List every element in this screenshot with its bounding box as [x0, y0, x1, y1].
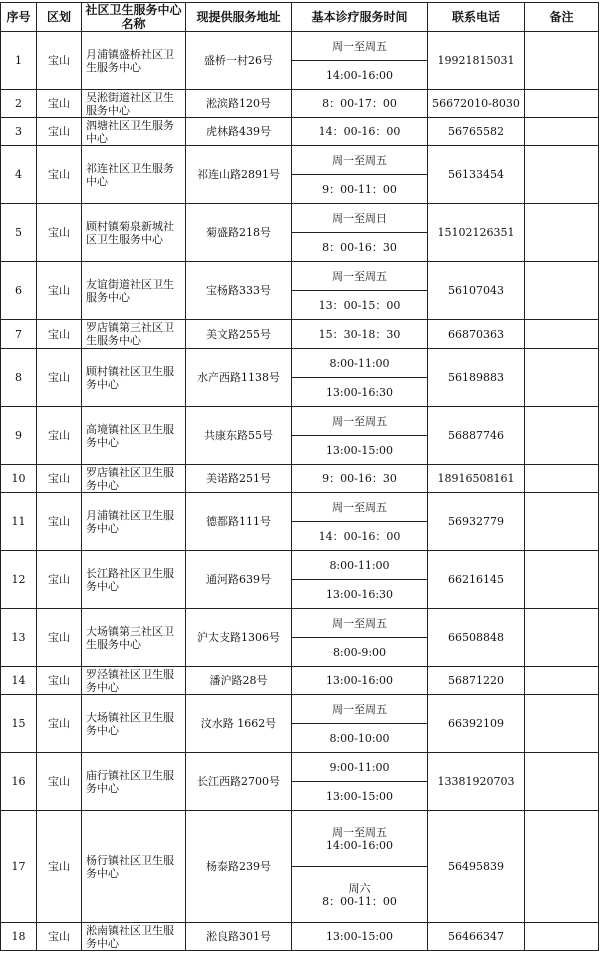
cell-no: 8 — [1, 349, 37, 407]
cell-hours: 15：30-18：30 — [292, 320, 428, 349]
cell-hours: 9：00-16：30 — [292, 465, 428, 493]
cell-hours: 13:00-15:00 — [292, 436, 428, 465]
table-row — [1, 118, 599, 146]
cell-address: 盛桥一村26号 — [186, 32, 292, 90]
cell-remark — [525, 349, 599, 407]
cell-district: 宝山 — [37, 32, 82, 90]
cell-district: 宝山 — [37, 609, 82, 667]
table-row — [1, 493, 599, 522]
cell-address: 沪太支路1306号 — [186, 609, 292, 667]
cell-remark — [525, 262, 599, 320]
cell-no: 11 — [1, 493, 37, 551]
cell-district: 宝山 — [37, 146, 82, 204]
cell-hours: 14：00-16：00 — [292, 522, 428, 551]
cell-hours: 周一至周五 — [292, 609, 428, 638]
cell-remark — [525, 407, 599, 465]
cell-district: 宝山 — [37, 753, 82, 811]
cell-remark — [525, 204, 599, 262]
cell-hours: 周一至周五 14:00-16:00 — [292, 811, 428, 867]
cell-hours: 9：00-11：00 — [292, 175, 428, 204]
cell-center: 大场镇第三社区卫生服务中心 — [82, 609, 186, 667]
table-row — [1, 320, 599, 349]
cell-remark — [525, 551, 599, 609]
cell-hours: 13:00-15:00 — [292, 782, 428, 811]
cell-district: 宝山 — [37, 551, 82, 609]
cell-no: 14 — [1, 667, 37, 695]
cell-no: 4 — [1, 146, 37, 204]
cell-hours: 13:00-16:00 — [292, 667, 428, 695]
cell-center: 顾村镇菊泉新城社区卫生服务中心 — [82, 204, 186, 262]
table-row — [1, 32, 599, 61]
cell-center: 祁连社区卫生服务中心 — [82, 146, 186, 204]
cell-phone: 19921815031 — [428, 32, 525, 90]
cell-district: 宝山 — [37, 407, 82, 465]
cell-hours: 周一至周日 — [292, 204, 428, 233]
cell-phone: 66216145 — [428, 551, 525, 609]
cell-no: 16 — [1, 753, 37, 811]
cell-phone: 56495839 — [428, 811, 525, 923]
cell-district: 宝山 — [37, 262, 82, 320]
cell-center: 高境镇社区卫生服务中心 — [82, 407, 186, 465]
cell-phone: 56887746 — [428, 407, 525, 465]
cell-remark — [525, 923, 599, 951]
cell-no: 5 — [1, 204, 37, 262]
cell-address: 潘沪路28号 — [186, 667, 292, 695]
cell-hours: 周一至周五 — [292, 146, 428, 175]
cell-center: 长江路社区卫生服务中心 — [82, 551, 186, 609]
cell-hours: 8:00-10:00 — [292, 724, 428, 753]
table-row — [1, 609, 599, 638]
cell-phone: 66870363 — [428, 320, 525, 349]
cell-center: 杨行镇社区卫生服务中心 — [82, 811, 186, 923]
cell-no: 12 — [1, 551, 37, 609]
cell-center: 泗塘社区卫生服务中心 — [82, 118, 186, 146]
cell-remark — [525, 118, 599, 146]
cell-phone: 56189883 — [428, 349, 525, 407]
table-row — [1, 262, 599, 291]
table-row — [1, 923, 599, 951]
cell-address: 美文路255号 — [186, 320, 292, 349]
cell-address: 水产西路1138号 — [186, 349, 292, 407]
cell-phone: 66508848 — [428, 609, 525, 667]
cell-hours: 8:00-11:00 — [292, 349, 428, 378]
cell-hours: 8:00-11:00 — [292, 551, 428, 580]
cell-phone: 66392109 — [428, 695, 525, 753]
cell-remark — [525, 667, 599, 695]
cell-hours: 13:00-16:30 — [292, 378, 428, 407]
cell-remark — [525, 695, 599, 753]
header-remark: 备注 — [525, 3, 599, 32]
cell-no: 15 — [1, 695, 37, 753]
table-row — [1, 90, 599, 118]
cell-no: 10 — [1, 465, 37, 493]
cell-remark — [525, 465, 599, 493]
cell-remark — [525, 320, 599, 349]
cell-district: 宝山 — [37, 118, 82, 146]
cell-no: 13 — [1, 609, 37, 667]
cell-district: 宝山 — [37, 667, 82, 695]
cell-phone: 56932779 — [428, 493, 525, 551]
cell-address: 杨泰路239号 — [186, 811, 292, 923]
cell-address: 德都路111号 — [186, 493, 292, 551]
cell-hours: 13:00-16:30 — [292, 580, 428, 609]
table-row — [1, 695, 599, 724]
cell-address: 通河路639号 — [186, 551, 292, 609]
table-row — [1, 146, 599, 175]
header-center: 社区卫生服务中心名称 — [82, 3, 186, 32]
cell-hours: 13：00-15：00 — [292, 291, 428, 320]
table-row — [1, 551, 599, 580]
cell-address: 菊盛路218号 — [186, 204, 292, 262]
cell-remark — [525, 493, 599, 551]
cell-remark — [525, 609, 599, 667]
cell-phone: 56466347 — [428, 923, 525, 951]
cell-center: 罗泾镇社区卫生服务中心 — [82, 667, 186, 695]
cell-address: 共康东路55号 — [186, 407, 292, 465]
table-row — [1, 465, 599, 493]
cell-district: 宝山 — [37, 320, 82, 349]
cell-address: 淞滨路120号 — [186, 90, 292, 118]
cell-hours: 14：00-16：00 — [292, 118, 428, 146]
cell-remark — [525, 811, 599, 923]
table-row — [1, 349, 599, 378]
cell-district: 宝山 — [37, 465, 82, 493]
cell-center: 罗店镇第三社区卫生服务中心 — [82, 320, 186, 349]
cell-district: 宝山 — [37, 90, 82, 118]
cell-remark — [525, 90, 599, 118]
cell-center: 大场镇社区卫生服务中心 — [82, 695, 186, 753]
table-row — [1, 204, 599, 233]
cell-phone: 56765582 — [428, 118, 525, 146]
cell-no: 2 — [1, 90, 37, 118]
cell-district: 宝山 — [37, 923, 82, 951]
cell-no: 7 — [1, 320, 37, 349]
cell-district: 宝山 — [37, 493, 82, 551]
table-row — [1, 753, 599, 782]
cell-district: 宝山 — [37, 811, 82, 923]
cell-hours: 周一至周五 — [292, 493, 428, 522]
cell-no: 17 — [1, 811, 37, 923]
cell-hours: 8：00-16：30 — [292, 233, 428, 262]
cell-hours: 周一至周五 — [292, 695, 428, 724]
cell-center: 月浦镇盛桥社区卫生服务中心 — [82, 32, 186, 90]
cell-hours: 8:00-9:00 — [292, 638, 428, 667]
cell-no: 3 — [1, 118, 37, 146]
header-hours: 基本诊疗服务时间 — [292, 3, 428, 32]
cell-phone: 56672010-8030 — [428, 90, 525, 118]
cell-no: 9 — [1, 407, 37, 465]
cell-phone: 18916508161 — [428, 465, 525, 493]
table-row — [1, 667, 599, 695]
cell-remark — [525, 753, 599, 811]
cell-center: 顾村镇社区卫生服务中心 — [82, 349, 186, 407]
cell-no: 18 — [1, 923, 37, 951]
cell-center: 淞南镇社区卫生服务中心 — [82, 923, 186, 951]
table-row — [1, 811, 599, 867]
cell-address: 长江西路2700号 — [186, 753, 292, 811]
cell-phone: 56107043 — [428, 262, 525, 320]
cell-remark — [525, 146, 599, 204]
cell-center: 吴淞街道社区卫生服务中心 — [82, 90, 186, 118]
cell-phone: 56133454 — [428, 146, 525, 204]
header-district: 区划 — [37, 3, 82, 32]
cell-phone: 13381920703 — [428, 753, 525, 811]
cell-hours: 周六 8：00-11：00 — [292, 867, 428, 923]
cell-hours: 周一至周五 — [292, 407, 428, 436]
cell-district: 宝山 — [37, 349, 82, 407]
header-address: 现提供服务地址 — [186, 3, 292, 32]
cell-address: 淞良路301号 — [186, 923, 292, 951]
table-row — [1, 407, 599, 436]
cell-no: 1 — [1, 32, 37, 90]
cell-center: 罗店镇社区卫生服务中心 — [82, 465, 186, 493]
cell-center: 庙行镇社区卫生服务中心 — [82, 753, 186, 811]
cell-phone: 56871220 — [428, 667, 525, 695]
table-header — [1, 3, 599, 32]
header-no: 序号 — [1, 3, 37, 32]
cell-address: 祁连山路2891号 — [186, 146, 292, 204]
cell-phone: 15102126351 — [428, 204, 525, 262]
cell-center: 友谊街道社区卫生服务中心 — [82, 262, 186, 320]
cell-address: 美诺路251号 — [186, 465, 292, 493]
cell-address: 宝杨路333号 — [186, 262, 292, 320]
cell-hours: 14:00-16:00 — [292, 61, 428, 90]
cell-district: 宝山 — [37, 204, 82, 262]
cell-hours: 周一至周五 — [292, 262, 428, 291]
cell-hours: 周一至周五 — [292, 32, 428, 61]
cell-hours: 8：00-17：00 — [292, 90, 428, 118]
cell-hours: 9:00-11:00 — [292, 753, 428, 782]
cell-district: 宝山 — [37, 695, 82, 753]
cell-address: 虎林路439号 — [186, 118, 292, 146]
cell-remark — [525, 32, 599, 90]
cell-center: 月浦镇社区卫生服务中心 — [82, 493, 186, 551]
cell-address: 汶水路 1662号 — [186, 695, 292, 753]
header-phone: 联系电话 — [428, 3, 525, 32]
cell-hours: 13:00-15:00 — [292, 923, 428, 951]
cell-no: 6 — [1, 262, 37, 320]
clinic-table — [0, 2, 599, 951]
